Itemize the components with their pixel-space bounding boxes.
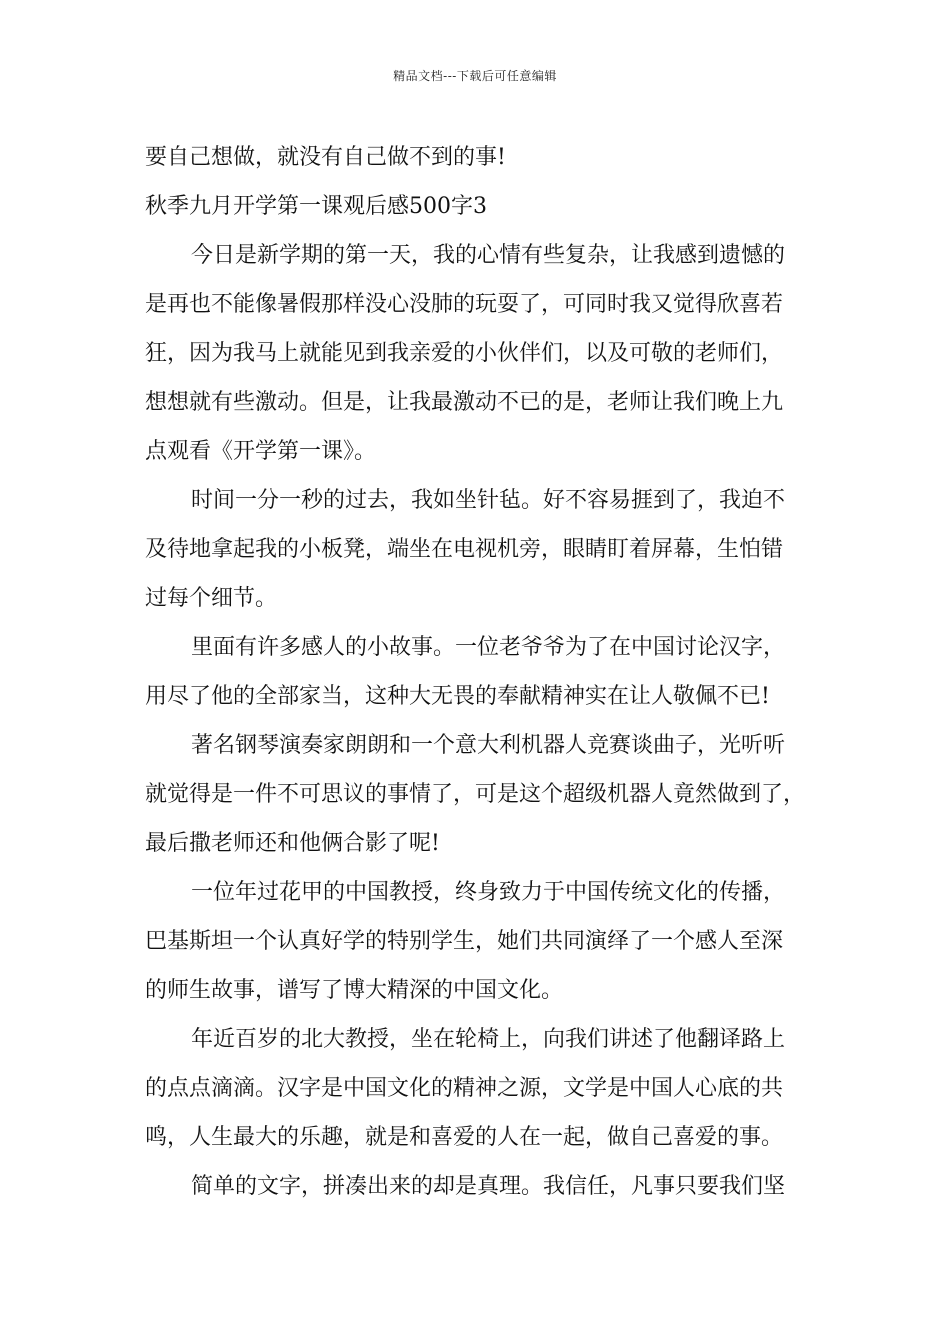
section-title: 秋季九月开学第一课观后感500字3 [145, 194, 487, 219]
text-line: 及待地拿起我的小板凳，端坐在电视机旁，眼睛盯着屏幕，生怕错 [145, 537, 784, 562]
text-line: 狂，因为我马上就能见到我亲爱的小伙伴们，以及可敬的老师们， [145, 341, 784, 366]
text-line: 过每个细节。 [145, 586, 278, 611]
text-line: 是再也不能像暑假那样没心没肺的玩耍了，可同时我又觉得欣喜若 [145, 292, 784, 317]
paragraph-start-line: 里面有许多感人的小故事。一位老爷爷为了在中国讨论汉字， [191, 635, 786, 660]
page-header: 精品文档---下载后可任意编辑 [393, 69, 557, 83]
text-line: 最后撒老师还和他俩合影了呢! [145, 831, 440, 856]
text-line: 点观看《开学第一课》。 [145, 439, 377, 464]
text-line: 想想就有些激动。但是，让我最激动不已的是，老师让我们晚上九 [145, 390, 784, 415]
paragraph-start-line: 著名钢琴演奏家朗朗和一个意大利机器人竞赛谈曲子，光听听 [191, 733, 786, 758]
text-line: 的师生故事，谱写了博大精深的中国文化。 [145, 978, 564, 1003]
paragraph-start-line: 年近百岁的北大教授，坐在轮椅上，向我们讲述了他翻译路上 [191, 1027, 786, 1052]
paragraph-start-line: 今日是新学期的第一天，我的心情有些复杂，让我感到遗憾的 [191, 243, 786, 268]
text-line: 的点点滴滴。汉字是中国文化的精神之源，文学是中国人心底的共 [145, 1076, 784, 1101]
text-line: 就觉得是一件不可思议的事情了，可是这个超级机器人竟然做到了， [145, 782, 806, 807]
paragraph-start-line: 时间一分一秒的过去，我如坐针毡。好不容易捱到了，我迫不 [191, 488, 786, 513]
paragraph-start-line: 一位年过花甲的中国教授，终身致力于中国传统文化的传播， [191, 880, 786, 905]
text-line: 用尽了他的全部家当，这种大无畏的奉献精神实在让人敬佩不已! [145, 684, 770, 709]
paragraph-start-line: 简单的文字，拼凑出来的却是真理。我信任，凡事只要我们坚 [191, 1174, 786, 1199]
text-line: 巴基斯坦一个认真好学的特别学生，她们共同演绎了一个感人至深 [145, 929, 784, 954]
text-line: 鸣，人生最大的乐趣，就是和喜爱的人在一起，做自己喜爱的事。 [145, 1125, 784, 1150]
text-line: 要自己想做，就没有自己做不到的事! [145, 145, 506, 170]
document-body [145, 133, 825, 1211]
